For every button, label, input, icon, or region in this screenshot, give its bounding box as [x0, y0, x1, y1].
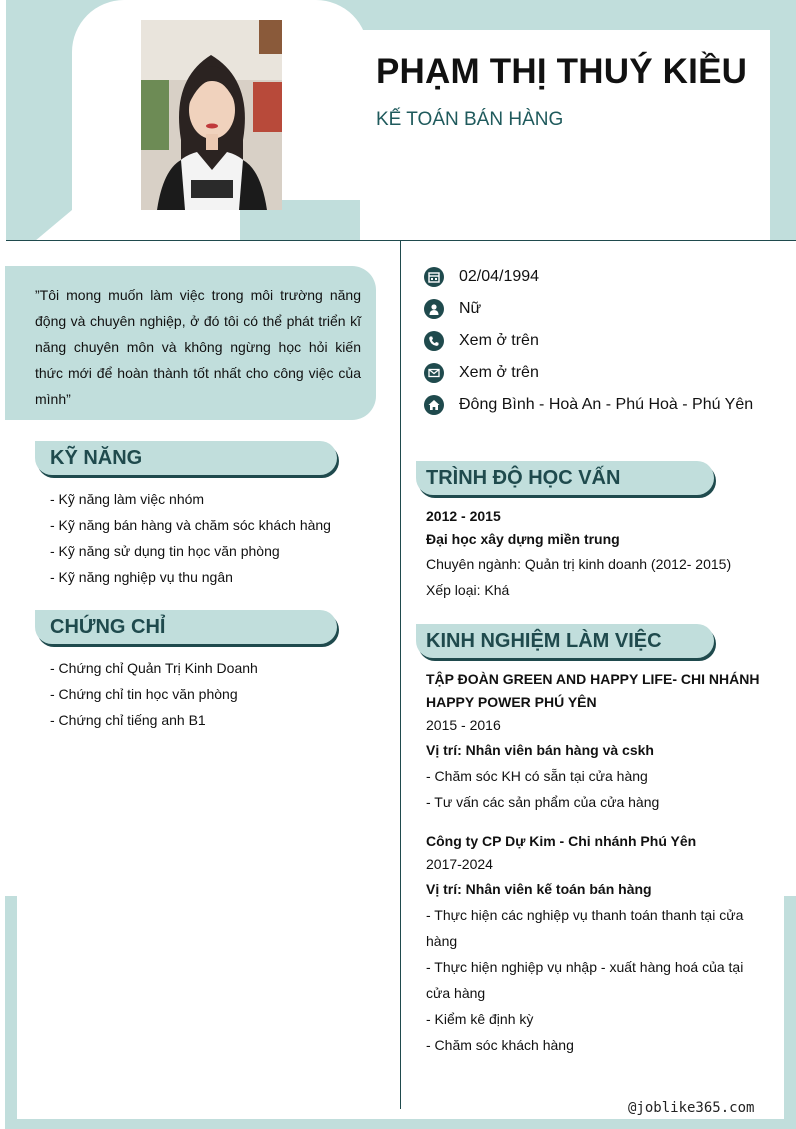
frame-bottom — [5, 1119, 796, 1129]
certificate-item: - Chứng chỉ tiếng anh B1 — [50, 712, 206, 728]
job1-period: 2015 - 2016 — [426, 717, 501, 733]
phone-icon — [424, 331, 444, 351]
skill-item: - Kỹ năng sử dụng tin học văn phòng — [50, 543, 280, 559]
education-school: Đại học xây dựng miền trung — [426, 531, 620, 547]
certificate-item: - Chứng chỉ tin học văn phòng — [50, 686, 238, 702]
certificates-heading: CHỨNG CHỈ — [50, 616, 166, 638]
job1-position: Vị trí: Nhân viên bán hàng và cskh — [426, 742, 654, 758]
job1-company-cont: HAPPY POWER PHÚ YÊN — [426, 694, 597, 710]
job1-company: TẬP ĐOÀN GREEN AND HAPPY LIFE- CHI NHÁNH — [426, 671, 760, 687]
skill-item: - Kỹ năng nghiệp vụ thu ngân — [50, 569, 233, 585]
column-divider — [400, 241, 401, 1109]
job2-task-cont: hàng — [426, 933, 458, 949]
frame-left — [5, 896, 17, 1129]
education-major: Chuyên ngành: Quản trị kinh doanh (2012- 2015) — [426, 556, 732, 572]
job2-task: - Thực hiện các nghiệp vụ thanh toán thanh tại cửa — [426, 907, 744, 923]
job2-period: 2017-2024 — [426, 856, 493, 872]
job2-company: Công ty CP Dự Kim - Chi nhánh Phú Yên — [426, 833, 697, 849]
education-period: 2012 - 2015 — [426, 508, 501, 524]
email-value: Xem ở trên — [459, 364, 539, 381]
contact-gender — [424, 297, 481, 321]
contact-address — [424, 393, 753, 417]
experience-heading: KINH NGHIỆM LÀM VIỆC — [426, 630, 662, 652]
dob-value: 02/04/1994 — [459, 268, 540, 285]
contact-dob — [424, 265, 539, 289]
calendar-icon — [424, 267, 444, 287]
gender-value: Nữ — [459, 300, 482, 317]
career-objective: ”Tôi mong muốn làm việc trong môi trường năng động và chuyên nghiệp, ở đó tôi có thể phát triển kĩ năng chuyên môn và không ngừng học hỏi kiến thức mới để hoàn thành tốt nhất cho công việc của mình” — [35, 287, 361, 407]
skill-item: - Kỹ năng làm việc nhóm — [50, 491, 205, 507]
contact-phone — [424, 329, 539, 353]
job1-task: - Tư vấn các sản phẩm của cửa hàng — [426, 794, 660, 810]
profile-photo — [141, 20, 282, 210]
job1-task: - Chăm sóc KH có sẵn tại cửa hàng — [426, 768, 648, 784]
frame-right — [784, 896, 796, 1129]
job2-task: - Thực hiện nghiệp vụ nhập - xuất hàng hoá của tại — [426, 959, 744, 975]
address-value: Đông Bình - Hoà An - Phú Hoà - Phú Yên — [459, 396, 754, 413]
candidate-name: PHẠM THỊ THUÝ KIỀU — [376, 52, 748, 91]
education-grade: Xếp loại: Khá — [426, 582, 510, 598]
education-heading: TRÌNH ĐỘ HỌC VẤN — [426, 467, 621, 489]
user-icon — [424, 299, 444, 319]
mail-icon — [424, 363, 444, 383]
certificate-item: - Chứng chỉ Quản Trị Kinh Doanh — [50, 660, 258, 676]
watermark-text: @joblike365.com — [628, 1100, 755, 1116]
job2-position: Vị trí: Nhân viên kế toán bán hàng — [426, 881, 652, 897]
job2-task: - Chăm sóc khách hàng — [426, 1037, 574, 1053]
skills-heading: KỸ NĂNG — [50, 447, 143, 469]
job-title: KẾ TOÁN BÁN HÀNG — [376, 109, 564, 130]
contact-email — [424, 361, 539, 385]
skill-item: - Kỹ năng bán hàng và chăm sóc khách hàng — [50, 517, 331, 533]
header-divider — [6, 240, 796, 241]
job2-task-cont: cửa hàng — [426, 985, 486, 1001]
skills-list — [50, 486, 331, 590]
certificates-list — [50, 655, 258, 733]
home-icon — [424, 395, 444, 415]
job2-task: - Kiểm kê định kỳ — [426, 1011, 534, 1027]
phone-value: Xem ở trên — [459, 332, 539, 349]
